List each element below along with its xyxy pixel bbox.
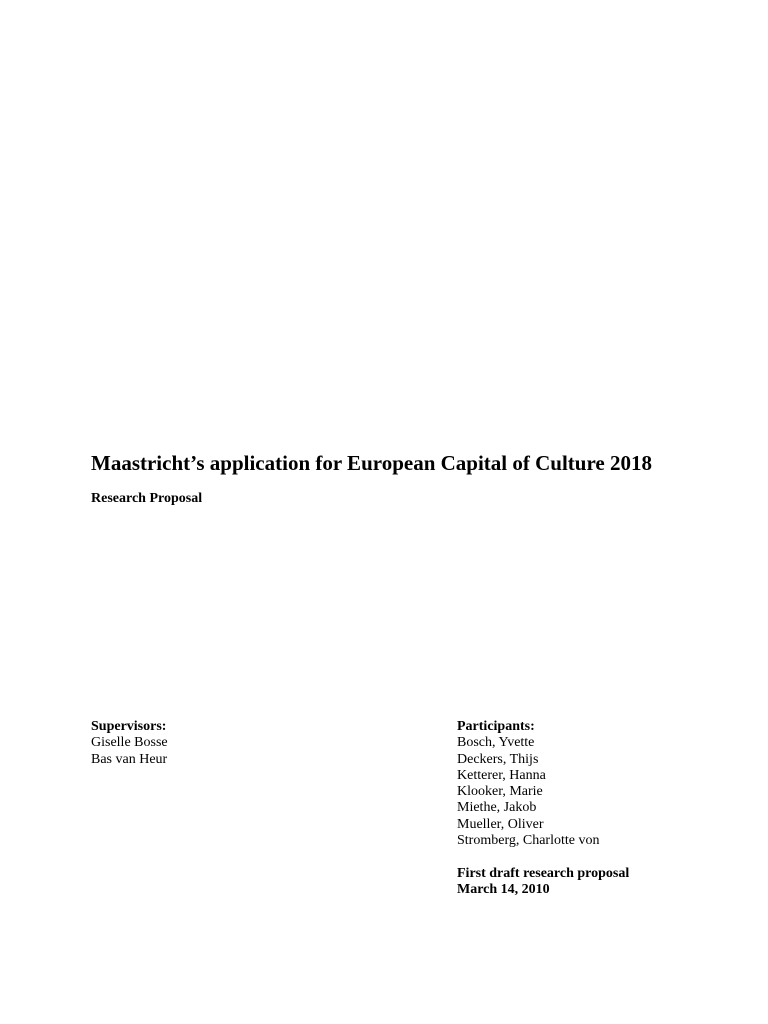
participant-name: Miethe, Jakob bbox=[457, 800, 537, 816]
participant-name: Deckers, Thijs bbox=[457, 751, 539, 767]
participant-name: Stromberg, Charlotte von bbox=[457, 833, 600, 849]
draft-info bbox=[457, 866, 629, 899]
document-subtitle: Research Proposal bbox=[91, 491, 203, 506]
participant-name: Mueller, Oliver bbox=[457, 816, 544, 832]
supervisor-name: Giselle Bosse bbox=[91, 735, 168, 751]
participant-name: Bosch, Yvette bbox=[457, 735, 535, 751]
supervisors-heading: Supervisors: bbox=[91, 719, 167, 734]
participants-section bbox=[457, 719, 599, 849]
supervisor-name: Bas van Heur bbox=[91, 751, 168, 767]
document-title: Maastricht’s application for European Capital of Culture 2018 bbox=[91, 451, 652, 475]
participants-heading: Participants: bbox=[457, 719, 535, 734]
draft-date: March 14, 2010 bbox=[457, 882, 550, 898]
supervisors-section bbox=[91, 719, 168, 768]
draft-label: First draft research proposal bbox=[457, 866, 630, 881]
participant-name: Klooker, Marie bbox=[457, 784, 543, 800]
participant-name: Ketterer, Hanna bbox=[457, 767, 546, 783]
